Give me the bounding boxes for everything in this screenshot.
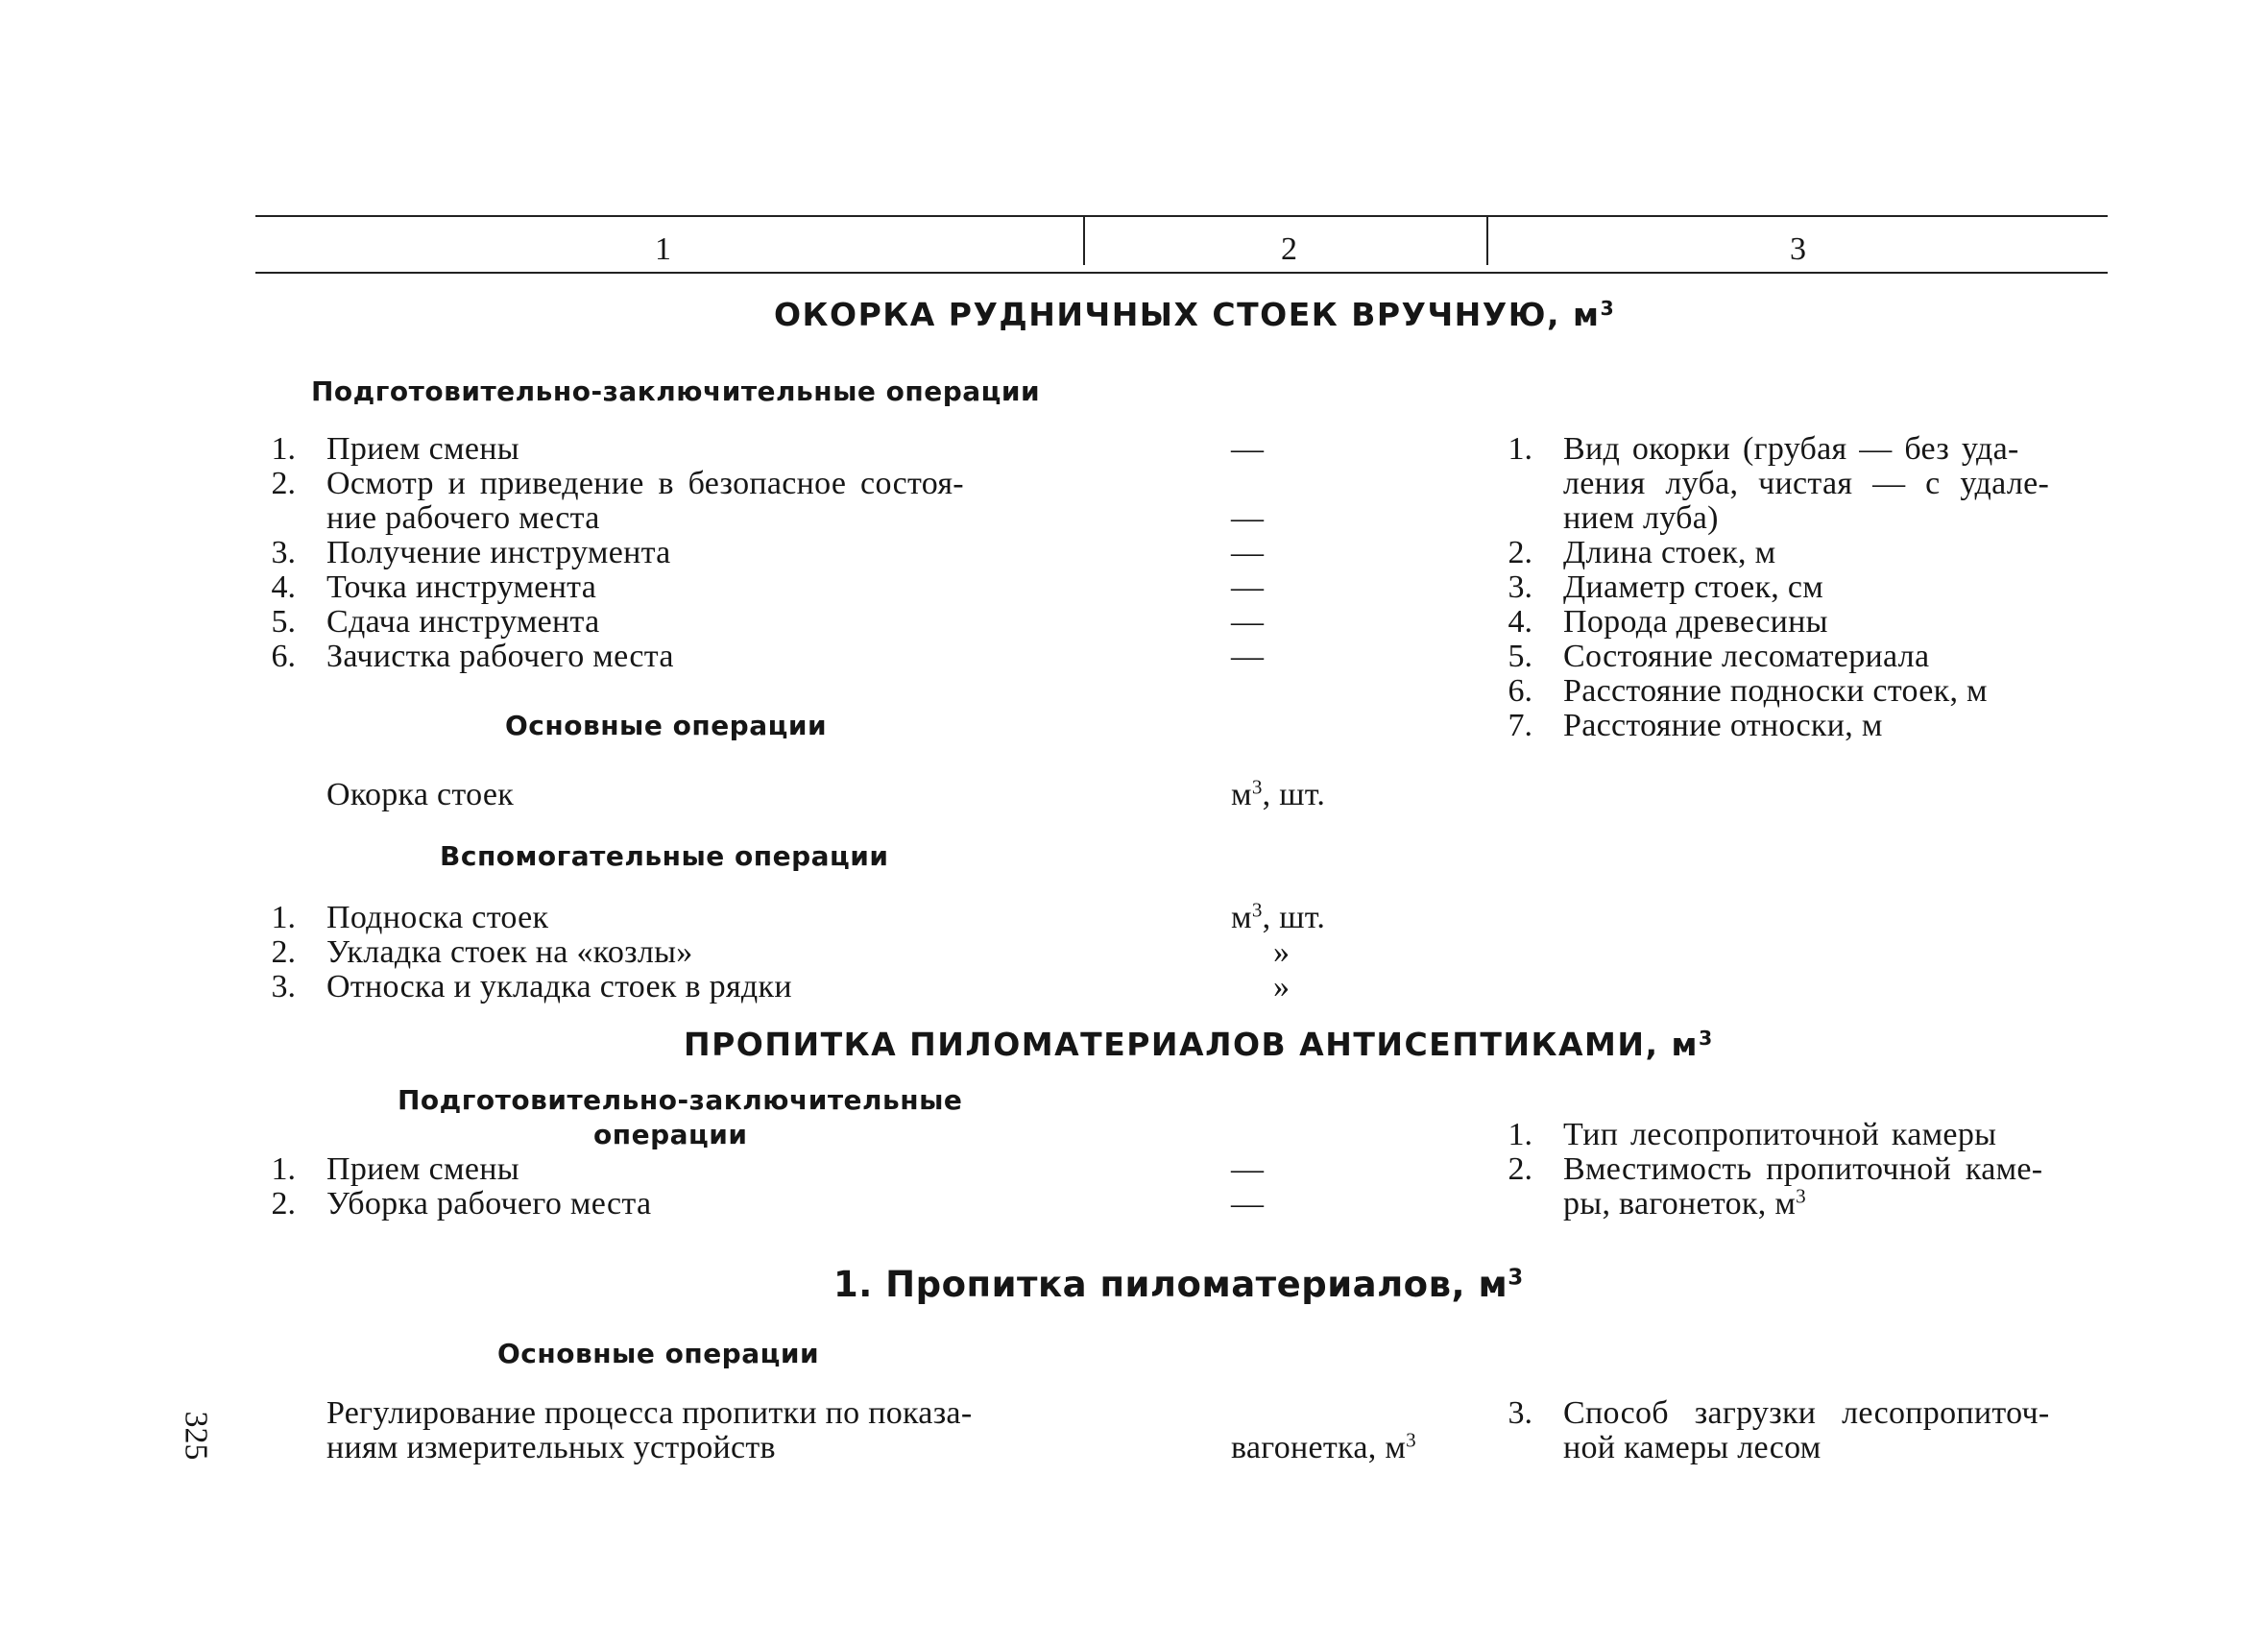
unit-dash: —	[1231, 1151, 1264, 1187]
factor-number: 5.	[1508, 639, 1532, 674]
factor-item: Тип лесопропиточной камеры	[1563, 1117, 1997, 1152]
item-number: 1.	[271, 900, 296, 935]
prep-item: ние рабочего места	[326, 500, 600, 536]
factor-item: Диаметр стоек, см	[1563, 569, 1824, 605]
page-number: 325	[178, 1411, 214, 1461]
prep-item: Осмотр и приведение в безопасное состоя-	[326, 466, 964, 501]
prep-item: Зачистка рабочего места	[326, 639, 674, 674]
item-number: 3.	[271, 535, 296, 570]
factor-item: Расстояние относки, м	[1563, 708, 1883, 743]
prep-item: Получение инструмента	[326, 535, 671, 570]
aux-item: Относка и укладка стоек в рядки	[326, 969, 792, 1004]
prep-item: Сдача инструмента	[326, 604, 600, 640]
column-header-3: 3	[1790, 231, 1806, 267]
prep-heading: Подготовительно-заключительные операции	[311, 375, 1041, 407]
item-number: 2.	[271, 466, 296, 501]
item-number: 6.	[271, 639, 296, 674]
prep-heading: Подготовительно-заключительные	[398, 1084, 963, 1116]
factor-item: Вместимость пропиточной каме-	[1563, 1151, 2043, 1187]
table-top-rule	[255, 215, 2108, 217]
section-title: ПРОПИТКА ПИЛОМАТЕРИАЛОВ АНТИСЕПТИКАМИ, $м^3$	[684, 1026, 1714, 1063]
factor-number: 2.	[1508, 535, 1532, 570]
unit-dash: —	[1231, 500, 1264, 536]
prep-item: Прием смены	[326, 431, 519, 467]
factor-number: 1.	[1508, 431, 1532, 467]
factor-item: Порода древесины	[1563, 604, 1828, 640]
item-number: 2.	[271, 1186, 296, 1222]
factor-number: 2.	[1508, 1151, 1532, 1187]
unit-dash: —	[1231, 569, 1264, 605]
factor-item: нием луба)	[1563, 500, 1719, 536]
prep-item: Прием смены	[326, 1151, 519, 1187]
unit: $м^3$, шт.	[1231, 775, 1326, 812]
unit-dash: —	[1231, 431, 1264, 467]
unit-dash: —	[1231, 604, 1264, 640]
column-divider	[1486, 217, 1488, 265]
factor-item: ры, вагонеток, $м^3$	[1563, 1184, 1807, 1222]
unit-dash: —	[1231, 1186, 1264, 1222]
main-ops-heading: Основные операции	[505, 710, 828, 741]
factor-item: Состояние лесоматериала	[1563, 639, 1930, 674]
item-number: 1.	[271, 1151, 296, 1187]
aux-item: Укладка стоек на «козлы»	[326, 934, 693, 970]
item-number: 5.	[271, 604, 296, 640]
prep-item: Уборка рабочего места	[326, 1186, 652, 1222]
unit-ditto: »	[1273, 934, 1291, 970]
item-number: 2.	[271, 934, 296, 970]
factor-item: Способ загрузки лесопропиточ-	[1563, 1395, 2050, 1431]
main-ops-heading: Основные операции	[497, 1338, 820, 1369]
unit-ditto: »	[1273, 969, 1291, 1004]
prep-heading: операции	[593, 1119, 748, 1150]
factor-item: ления луба, чистая — с удале-	[1563, 466, 2050, 501]
prep-item: Точка инструмента	[326, 569, 597, 605]
section-title: ОКОРКА РУДНИЧНЫХ СТОЕК ВРУЧНУЮ, $м^3$	[774, 296, 1616, 333]
aux-item: Подноска стоек	[326, 900, 549, 935]
unit-dash: —	[1231, 535, 1264, 570]
factor-number: 7.	[1508, 708, 1532, 743]
unit: вагонетка, $м^3$	[1231, 1428, 1416, 1465]
factor-number: 6.	[1508, 673, 1532, 709]
factor-item: Вид окорки (грубая — без уда-	[1563, 431, 2019, 467]
factor-item: Длина стоек, м	[1563, 535, 1776, 570]
factor-number: 1.	[1508, 1117, 1532, 1152]
column-header-2: 2	[1281, 231, 1297, 267]
factor-number: 3.	[1508, 569, 1532, 605]
main-op-item: Окорка стоек	[326, 777, 515, 812]
column-divider	[1083, 217, 1085, 265]
unit-dash: —	[1231, 639, 1264, 674]
factor-item: ной камеры лесом	[1563, 1430, 1822, 1465]
aux-ops-heading: Вспомогательные операции	[440, 840, 889, 872]
table-header-rule	[255, 272, 2108, 274]
factor-number: 4.	[1508, 604, 1532, 640]
factor-item: Расстояние подноски стоек, м	[1563, 673, 1988, 709]
subsection-title: 1. Пропитка пиломатериалов, $м^3$	[833, 1264, 1524, 1305]
factor-number: 3.	[1508, 1395, 1532, 1431]
unit: $м^3$, шт.	[1231, 898, 1326, 935]
main-op-item: ниям измерительных устройств	[326, 1430, 776, 1465]
item-number: 3.	[271, 969, 296, 1004]
column-header-1: 1	[655, 231, 671, 267]
item-number: 1.	[271, 431, 296, 467]
main-op-item: Регулирование процесса пропитки по показа-	[326, 1395, 973, 1431]
item-number: 4.	[271, 569, 296, 605]
